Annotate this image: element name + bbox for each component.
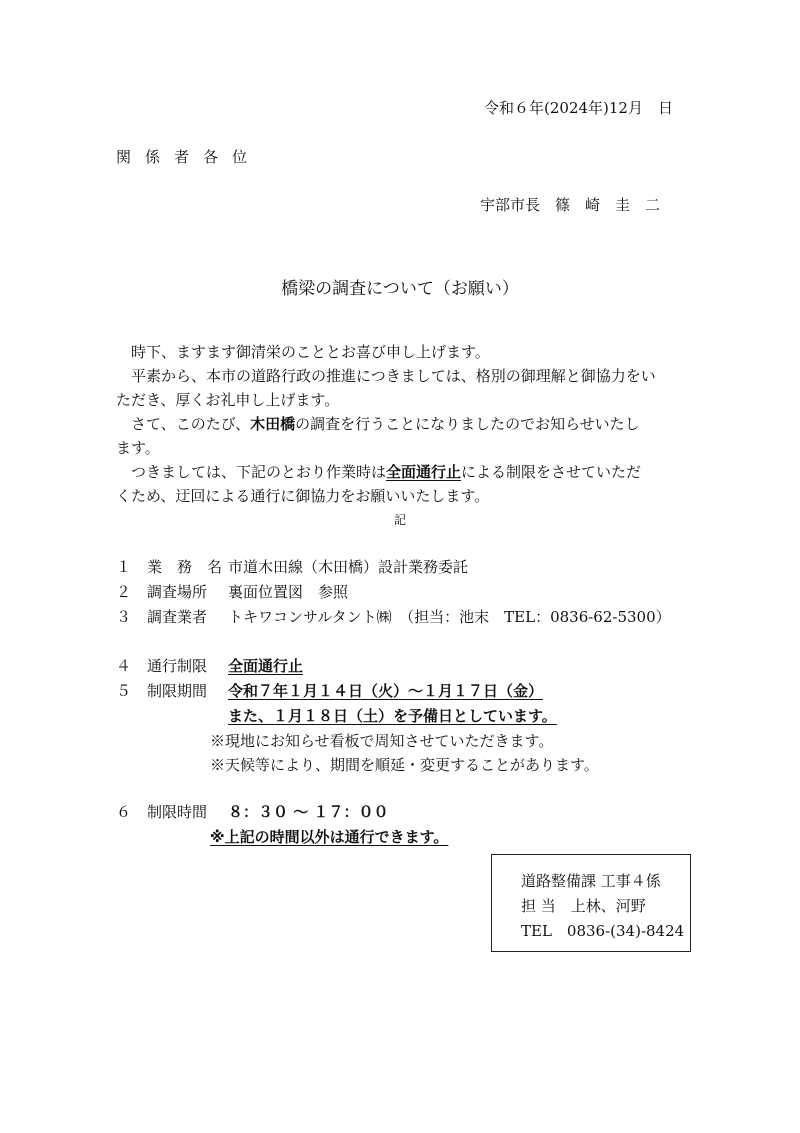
item-2-number: ２ [116, 583, 132, 601]
item-1-value: 市道木田線（木田橋）設計業務委託 [228, 558, 469, 576]
request-pre: つきましては、下記のとおり作業時は [131, 463, 387, 481]
item-3-number: ３ [116, 608, 132, 626]
reserve-day-note: また、１月１８日（土）を予備日としています。 [228, 707, 557, 725]
issue-date: 令和６年(2024年)12月 日 [484, 99, 673, 117]
item-6-value: ８：３０ 〜 １７：００ [228, 803, 389, 821]
announcement-line-2: ます。 [116, 439, 160, 457]
gratitude-line-2: ただき、厚くお礼申し上げます。 [116, 391, 340, 409]
sender: 宇部市長 篠 崎 圭 二 [480, 196, 661, 214]
item-4-value: 全面通行止 [228, 657, 304, 675]
item-4-number: ４ [116, 657, 132, 675]
item-2-label: 調査場所 [147, 583, 208, 601]
item-5-number: ５ [116, 682, 132, 700]
closure-emphasis: 全面通行止 [386, 463, 462, 481]
recipient: 関係者各位 [116, 148, 262, 166]
ki-heading: 記 [393, 513, 406, 527]
request-post: による制限をさせていただ [461, 463, 642, 481]
site-sign-note: ※現地にお知らせ看板で周知させていただきます。 [210, 732, 554, 750]
contact-phone: TEL 0836-(34)-8424 [521, 922, 685, 940]
time-exception-note: ※上記の時間以外は通行できます。 [210, 828, 449, 846]
item-1-number: １ [116, 558, 132, 576]
announcement-pre: さて、このたび、 [131, 415, 251, 433]
contact-department: 道路整備課 工事４係 [521, 872, 661, 890]
gratitude-line-1: 平素から、本市の道路行政の推進につきましては、格別の御理解と御協力をい [131, 367, 656, 385]
item-2-value: 裏面位置図 参照 [228, 583, 349, 601]
item-5-value: 令和７年１月１４日（火）～１月１７日（金） [228, 682, 544, 700]
contact-staff: 担 当 上林、河野 [521, 897, 646, 915]
request-line-1 [131, 460, 641, 484]
bridge-name: 木田橋 [250, 415, 296, 433]
item-6-number: ６ [116, 803, 132, 821]
announcement-post: の調査を行うことになりましたのでお知らせいたし [295, 415, 640, 433]
greeting-paragraph: 時下、ますます御清栄のこととお喜び申し上げます。 [131, 343, 490, 361]
document-title: 橋梁の調査について（お願い） [281, 279, 519, 299]
item-3-value: トキワコンサルタント㈱ （担当：池末 TEL：0836-62-5300） [228, 608, 671, 626]
request-line-2: くため、迂回による通行に御協力をお願いいたします。 [116, 487, 490, 505]
item-1-label: 業 務 名 [147, 558, 223, 576]
item-5-label: 制限期間 [147, 682, 208, 700]
announcement-line-1 [131, 412, 640, 436]
weather-note: ※天候等により、期間を順延・変更することがあります。 [210, 756, 599, 774]
contact-box [491, 854, 691, 952]
item-3-label: 調査業者 [147, 608, 208, 626]
item-6-label: 制限時間 [147, 803, 208, 821]
item-4-label: 通行制限 [147, 657, 208, 675]
